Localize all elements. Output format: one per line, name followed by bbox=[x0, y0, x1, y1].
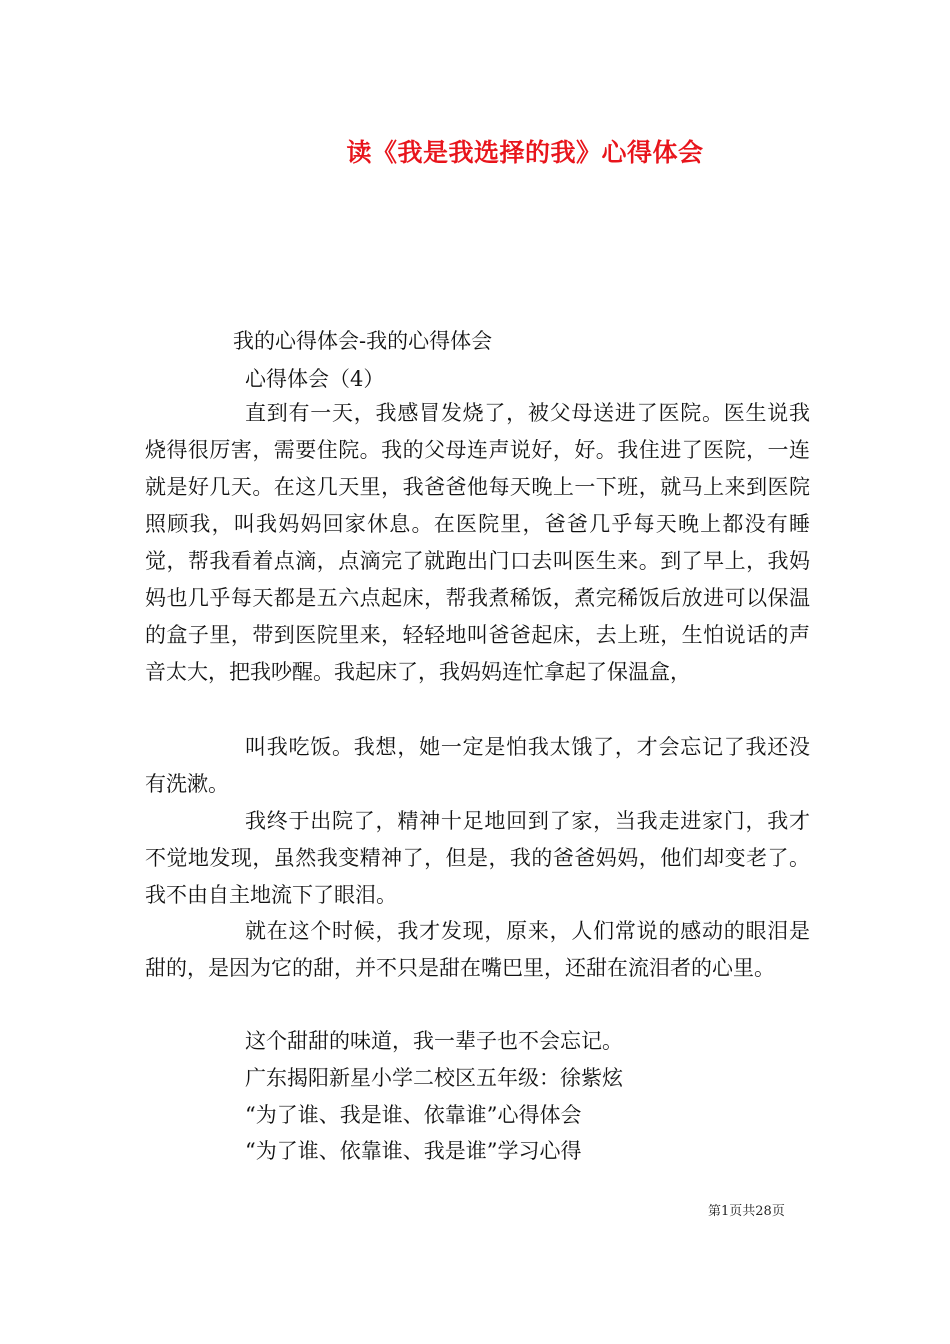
closing-line-3: “为了谁、我是谁、依靠谁”心得体会 bbox=[245, 1103, 582, 1127]
paragraph-1: 直到有一天，我感冒发烧了，被父母送进了医院。医生说我烧得很厉害，需要住院。我的父母连声说好，好。我住进了医院，一连就是好几天。在这几天里，我爸爸他每天晚上一下班，就马上来到医院照顾我，叫我妈妈回家休息。在医院里，爸爸几乎每天晚上都没有睡觉，帮我看着点滴，点滴完了就跑出门口去叫医生来。到了早上，我妈妈也几乎每天都是五六点起床，帮我煮稀饭，煮完稀饭后放进可以保温的盒子里，带到医院里来，轻轻地叫爸爸起床，去上班，生怕说话的声音太大，把我吵醒。我起床了，我妈妈连忙拿起了保温盒， bbox=[145, 401, 810, 684]
page-number-footer: 第1页共28页 bbox=[708, 1204, 785, 1219]
paragraph-4: 就在这个时候，我才发现，原来，人们常说的感动的眼泪是甜的，是因为它的甜，并不只是甜在嘴巴里，还甜在流泪者的心里。 bbox=[145, 919, 810, 980]
paragraph-3: 我终于出院了，精神十足地回到了家，当我走进家门，我才不觉地发现，虽然我变精神了，但是，我的爸爸妈妈，他们却变老了。我不由自主地流下了眼泪。 bbox=[145, 809, 810, 907]
closing-line-2: 广东揭阳新星小学二校区五年级：徐紫炫 bbox=[245, 1066, 623, 1090]
heading-line-2: 心得体会（4） bbox=[245, 367, 385, 391]
document-title: 读《我是我选择的我》心得体会 bbox=[346, 138, 704, 167]
heading-line-1: 我的心得体会-我的心得体会 bbox=[233, 329, 493, 353]
closing-line-4: “为了谁、依靠谁、我是谁”学习心得 bbox=[245, 1139, 582, 1163]
closing-line-1: 这个甜甜的味道，我一辈子也不会忘记。 bbox=[245, 1029, 623, 1053]
paragraph-2: 叫我吃饭。我想，她一定是怕我太饿了，才会忘记了我还没有洗漱。 bbox=[145, 735, 810, 796]
